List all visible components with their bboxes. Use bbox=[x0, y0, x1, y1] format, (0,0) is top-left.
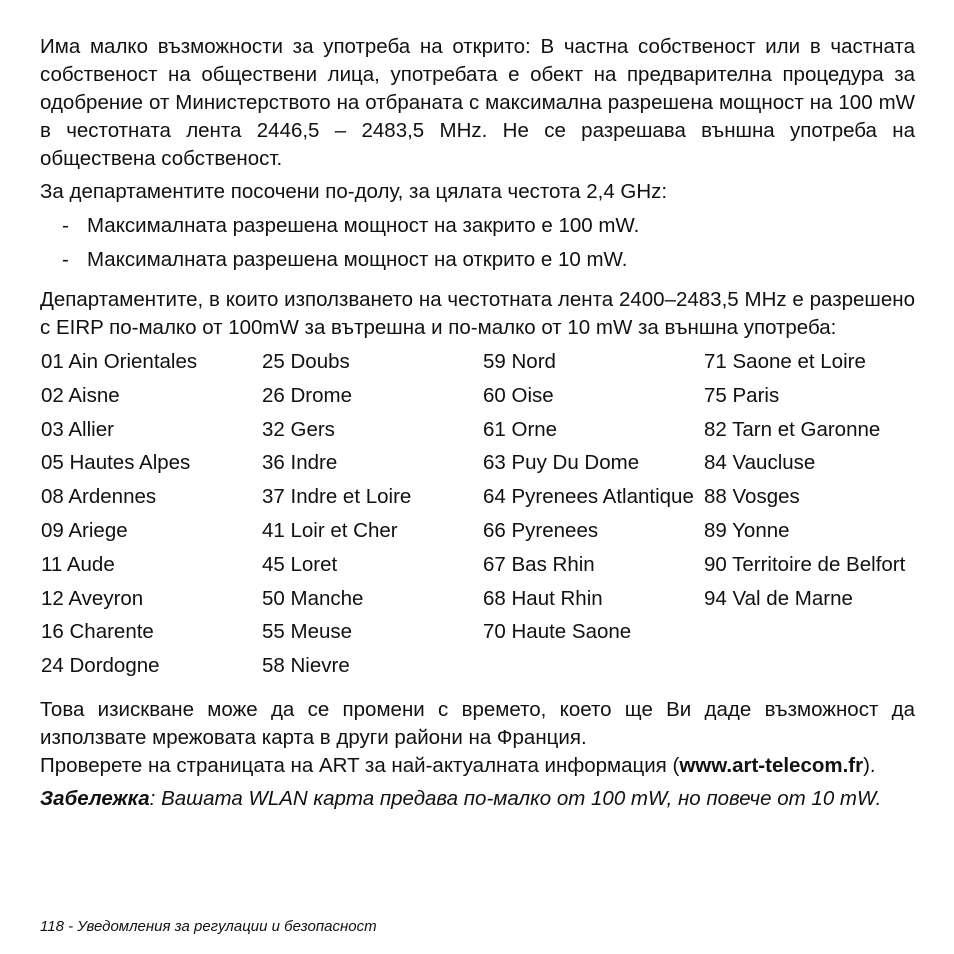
department-item: 66 Pyrenees bbox=[483, 518, 599, 542]
department-item: 88 Vosges bbox=[704, 485, 800, 509]
department-item: 71 Saone et Loire bbox=[704, 350, 866, 373]
list-marker: - bbox=[62, 214, 69, 237]
list-item bbox=[40, 212, 915, 246]
change-notice-paragraph: Това изискване може да се промени с времето, което ще Ви даде възможност да използвате мрежовата карта в други райони на Франция. bbox=[40, 697, 915, 749]
department-item: 70 Haute Saone bbox=[483, 620, 632, 644]
department-item: 84 Vaucluse bbox=[704, 451, 816, 475]
department-item: 41 Loir et Cher bbox=[262, 518, 398, 542]
frequency-paragraph: За департаментите посочени по-долу, за цялата честота 2,4 GHz: bbox=[40, 180, 668, 203]
department-item: 08 Ardennes bbox=[41, 485, 157, 509]
department-item: 58 Nievre bbox=[262, 654, 350, 678]
departments-column bbox=[703, 348, 915, 686]
department-item: 02 Aisne bbox=[41, 383, 120, 407]
department-item: 82 Tarn et Garonne bbox=[704, 417, 881, 441]
department-item: 64 Pyrenees Atlantique bbox=[483, 485, 694, 509]
department-item: 36 Indre bbox=[262, 451, 338, 475]
departments-paragraph: Департаментите, в които използването на честотната лента 2400–2483,5 MHz е разрешено с EIRP по-малко от 100mW за вътрешна и по-малко от 10 mW за външна употреба: bbox=[40, 288, 915, 339]
department-item: 50 Manche bbox=[262, 586, 364, 610]
department-item: 89 Yonne bbox=[704, 518, 790, 542]
department-item: 59 Nord bbox=[483, 350, 556, 373]
department-item: 11 Aude bbox=[41, 552, 115, 576]
department-item: 01 Ain Orientales bbox=[41, 350, 198, 373]
departments-column bbox=[482, 348, 703, 686]
list-item bbox=[40, 246, 915, 280]
check-website-paragraph bbox=[40, 752, 915, 780]
department-item: 45 Loret bbox=[262, 552, 338, 576]
department-item: 25 Doubs bbox=[262, 350, 350, 373]
department-item: 03 Allier bbox=[41, 417, 114, 441]
department-item: 16 Charente bbox=[41, 620, 154, 644]
list-item-text: Максималната разрешена мощност на открито е 10 mW. bbox=[87, 248, 628, 271]
department-item: 24 Dordogne bbox=[41, 654, 160, 678]
department-item: 61 Orne bbox=[483, 417, 558, 441]
note-text: : Вашата WLAN карта предава по-малко от 100 mW, но повече от 10 mW. bbox=[149, 786, 882, 810]
intro-paragraph: Има малко възможности за употреба на открито: В частна собственост или в частната собственост на обществени лица, употребата е обект на предварителна процедура за одобрение от Министерството на отбраната с максимална разрешена мощност на 100 mW в честотната лента 2446,5 – 2483,5 MHz. Не се разрешава външна употреба на обществена собственост. bbox=[40, 35, 915, 170]
departments-grid bbox=[40, 348, 915, 686]
department-item: 05 Hautes Alpes bbox=[41, 451, 191, 475]
note-label: Забележка bbox=[40, 786, 150, 810]
power-limits-list bbox=[40, 212, 915, 280]
department-item: 12 Aveyron bbox=[41, 586, 144, 610]
departments-column bbox=[40, 348, 261, 686]
department-item: 37 Indre et Loire bbox=[262, 485, 412, 509]
check-website-text: Проверете на страницата на ART за най-актуалната информация ( bbox=[40, 753, 680, 777]
closing-parenthesis: ). bbox=[863, 753, 876, 777]
department-item: 67 Bas Rhin bbox=[483, 552, 595, 576]
page-content bbox=[40, 33, 915, 813]
department-item: 32 Gers bbox=[262, 417, 335, 441]
department-item: 60 Oise bbox=[483, 383, 554, 407]
page-footer: 118 - Уведомления за регулации и безопасност bbox=[40, 918, 377, 935]
art-telecom-link[interactable]: www.art-telecom.fr bbox=[679, 753, 864, 777]
department-item: 55 Meuse bbox=[262, 620, 353, 644]
department-item: 68 Haut Rhin bbox=[483, 586, 603, 610]
department-item: 94 Val de Marne bbox=[704, 586, 853, 610]
list-marker: - bbox=[62, 248, 69, 271]
department-item: 26 Drome bbox=[262, 383, 353, 407]
department-item: 09 Ariege bbox=[41, 518, 128, 542]
department-item: 90 Territoire de Belfort bbox=[704, 552, 906, 576]
departments-column bbox=[261, 348, 482, 686]
note-paragraph bbox=[40, 785, 915, 813]
list-item-text: Максималната разрешена мощност на закрито е 100 mW. bbox=[87, 214, 640, 237]
department-item: 63 Puy Du Dome bbox=[483, 451, 640, 475]
department-item: 75 Paris bbox=[704, 383, 780, 407]
